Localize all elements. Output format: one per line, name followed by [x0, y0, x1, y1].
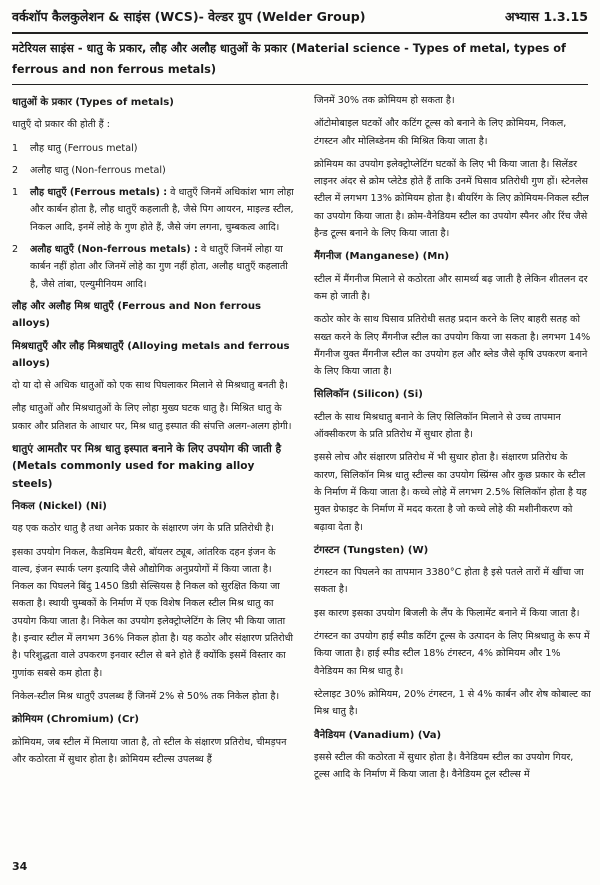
alloying-paragraph-1: दो या दो से अधिक धातुओं को एक साथ पिघलाकर मिलाने से मिश्रधातु बनती है।: [12, 380, 289, 392]
nickel-heading: निकल (Nickel) (Ni): [12, 500, 107, 512]
list-text: [30, 184, 294, 236]
types-heading: धातुओं के प्रकार (Types of metals): [12, 97, 174, 108]
header-rule: [12, 32, 588, 34]
exercise-number: अभ्यास 1.3.15: [505, 9, 588, 24]
list-number: 1: [12, 187, 19, 199]
list-term: अलौह धातुएँ (Non-ferrous metals) :: [30, 244, 198, 256]
manganese-paragraph-2: कठोर कोर के साथ घिसाव प्रतिरोधी सतह प्रदान करने के लिए बाहरी सतह को सख्त करने के लिए मैंगनीज स्टील का उपयोग किया जा सकता है। लगभग 14% मैंगनीज युक्त मैंगनीज स्टील का उपयोग हल और ब्लेड जैसे कृषि उपकरण बनाने के लिए किया जाता है।: [314, 314, 591, 378]
chromium-paragraph-1: क्रोमियम, जब स्टील में मिलाया जाता है, तो स्टील के संक्षारण प्रतिरोध, चीमड़पन और कठोरता में सुधार होता है। क्रोमियम स्टील्स उपलब्ध हैं: [12, 736, 287, 765]
tungsten-paragraph-1: टंगस्टन का पिघलने का तापमान 3380°C होता है इसे पतले तारों में खींचा जा सकता है।: [314, 567, 584, 596]
list-item: [12, 162, 294, 179]
silicon-paragraph-2: इससे लोच और संक्षारण प्रतिरोध में भी सुधार होता है। संक्षारण प्रतिरोध के कारण, सिलिकॉन मिश्र धातु स्टील्स का उपयोग स्प्रिंग्स और कुछ प्रकार के स्टील के निर्माण में किया जाता है। कच्चे लोहे में लगभग 2.5% सिलिकॉन होता है यह मुक्त ग्रेफाइट के निर्माण में मदद करता है जो कच्चे लोहे की मशीनीकरण को बढ़ावा देता है।: [314, 452, 587, 533]
alloys-heading: लौह और अलौह मिश्र धातुएँ (Ferrous and Non ferrous alloys): [12, 300, 262, 330]
nickel-paragraph-1: यह एक कठोर धातु है तथा अनेक प्रकार के संक्षारण जंग के प्रति प्रतिरोधी है।: [12, 523, 274, 535]
silicon-paragraph-1: स्टील के साथ मिश्रधातु बनाने के लिए सिलिकॉन मिलाने से उच्च तापमान ऑक्सीकरण के प्रति प्रतिरोध में सुधार होता है।: [314, 411, 561, 441]
list-desc: वे धातुएँ जिनमें अधिकांश भाग लोहा और कार्बन होता है, लौह धातुएँ कहलाती है, जैसे पिग आयरन, माइल्ड स्टील, निकल आदि, इनमें लोहे के गुण होते हैं, जैसे जंग लगना, चुम्बकत्व आदि।: [30, 187, 294, 233]
page-number: 34: [12, 860, 28, 873]
common-metals-heading: धातुएं आमतौर पर मिश्र धातु इस्पात बनाने के लिए उपयोग की जाती है (Metals commonly used for making alloy steels): [12, 443, 282, 490]
silicon-heading: सिलिकॉन (Silicon) (Si): [314, 389, 423, 401]
header-title: वर्कशॉप कैलकुलेशन & साइंस (WCS)- वेल्डर ग्रुप (Welder Group): [12, 9, 366, 24]
manganese-heading: मैंगनीज (Manganese) (Mn): [314, 251, 450, 263]
chromium-paragraph-2: जिनमें 30% तक क्रोमियम हो सकता है।: [314, 95, 455, 106]
list-text: अलौह धातु (Non-ferrous metal): [30, 164, 166, 176]
tungsten-heading: टंगस्टन (Tungsten) (W): [314, 544, 429, 556]
left-column: [12, 92, 294, 774]
vanadium-paragraph-1: इससे स्टील की कठोरता में सुधार होता है। वैनेडियम स्टील का उपयोग गियर, टूल्स आदि के निर्माण में किया जाता है। वैनेडियम टूल स्टील्स में: [314, 751, 574, 781]
subtitle-rule: [12, 84, 588, 85]
alloying-heading: मिश्रधातुएँ और लौह मिश्रधातुएँ (Alloying metals and ferrous alloys): [12, 340, 290, 369]
right-column: [314, 92, 592, 789]
vanadium-heading: वैनेडियम (Vanadium) (Va): [314, 729, 442, 741]
page-header: [12, 8, 588, 25]
list-item: [12, 241, 294, 293]
manganese-paragraph-1: स्टील में मैंगनीज मिलाने से कठोरता और सामर्थ्य बढ़ जाती है लेकिन शीतलन दर कम हो जाती है।: [314, 273, 588, 302]
list-text: [30, 241, 294, 293]
types-intro: धातुएँ दो प्रकार की होती हैं :: [12, 119, 110, 131]
section-subtitle: मटेरियल साइंस - धातु के प्रकार, लौह और अलौह धातुओं के प्रकार (Material science - Types of metal, types of ferrous and non ferrous metals): [12, 42, 566, 76]
list-number: 1: [12, 142, 19, 154]
alloying-paragraph-2: लौह धातुओं और मिश्रधातुओं के लिए लोहा मुख्य घटक धातु है। मिश्रित धातु के प्रकार और प्रतिशत के आधार पर, मिश्र धातु इस्पात की संपत्ति अलग-अलग होगी।: [12, 403, 292, 432]
list-number: 2: [12, 164, 19, 176]
chromium-paragraph-3: ऑटोमोबाइल घटकों और कटिंग टूल्स को बनाने के लिए क्रोमियम, निकल, टंगस्टन और मोलिब्डेनम की मिश्रित किया जाता है।: [314, 118, 567, 147]
list-number: 2: [12, 244, 19, 256]
tungsten-paragraph-2: इस कारण इसका उपयोग बिजली के लैंप के फिलामेंट बनाने में किया जाता है।: [314, 607, 580, 619]
chromium-paragraph-4: क्रोमियम का उपयोग इलेक्ट्रोप्लेटिंग घटकों के लिए भी किया जाता है। सिलेंडर लाइनर अंदर से क्रोम प्लेटेड होते हैं ताकि उनमें घिसाव प्रतिरोधी गुण हों। स्टेनलेस स्टील में लगभग 13% क्रोमियम होता है। बीयरिंग के लिए क्रोमियम-निकल स्टील का उपयोग किया जाता है। क्रोम-वैनेडियम स्टील का उपयोग स्पैनर और रिंच जैसे हैन्ड टूल्स बनाने के लिए किया जाता है।: [314, 158, 589, 240]
nickel-paragraph-2: इसका उपयोग निकल, कैडमियम बैटरी, बॉयलर ट्यूब, आंतरिक दहन इंजन के वाल्व, इंजन स्पार्क प्लग इत्यादि जैसे औद्योगिक अनुप्रयोगों में किया जाता है। निकल का पिघलने बिंदु 1450 डिग्री सेल्सियस है निकल को सुरक्षित किया जा सकता है। स्थायी चुम्बकों के निर्माण में एक विशेष निकल स्टील मिश्र धातु का उपयोग किया जाता है। निकेल का उपयोग इलेक्ट्रोप्लेटिंग के लिए भी किया जाता है। इन्वार स्टील में लगभग 36% निकल होता है। यह कठोर और संक्षारण प्रतिरोधी है। परिशुद्धता वाले उपकरण इनवार स्टील से बने होते हैं क्योंकि इसमें विस्तार का गुणांक सबसे कम होता है।: [12, 546, 293, 679]
chromium-heading: क्रोमियम (Chromium) (Cr): [12, 714, 139, 726]
tungsten-paragraph-3: टंगस्टन का उपयोग हाई स्पीड कटिंग टूल्स के उत्पादन के लिए मिश्रधातु के रूप में किया जाता है। हाई स्पीड स्टील 18% टंगस्टन, 4% क्रोमियम और 1% वैनेडियम का मिश्र धातु है।: [314, 631, 590, 677]
list-desc: वे धातुएँ जिनमें लोहा या कार्बन नहीं होता और जिनमें लोहे का गुण नहीं होता, अलौह धातुएँ कहलाती है, जैसे तांबा, एल्युमीनियम आदि।: [30, 244, 288, 290]
tungsten-paragraph-4: स्टेलाइट 30% क्रोमियम, 20% टंगस्टन, 1 से 4% कार्बन और शेष कोबाल्ट का मिश्र धातु है।: [314, 688, 591, 718]
list-term: लौह धातुएँ (Ferrous metals) :: [30, 187, 168, 199]
list-text: लौह धातु (Ferrous metal): [30, 142, 138, 154]
nickel-paragraph-3: निकेल-स्टील मिश्र धातुएँ उपलब्ध हैं जिनमें 2% से 50% तक निकेल होता है।: [12, 690, 280, 702]
list-item: [12, 184, 294, 236]
list-item: [12, 140, 294, 157]
